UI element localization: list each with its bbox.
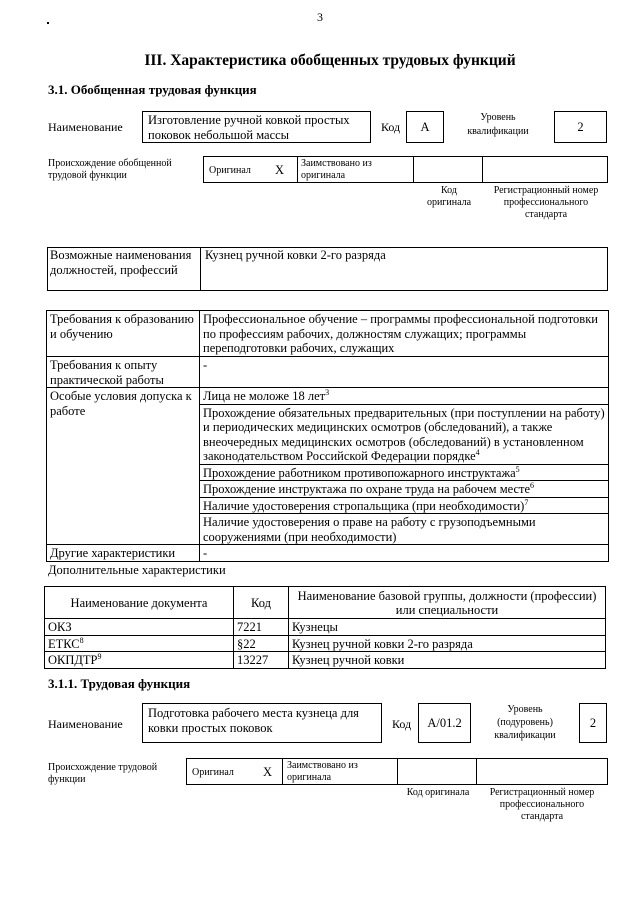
s31-code-label: Код [381,120,401,134]
s311-code-value: А/01.2 [418,703,471,743]
s31-origin-label: Происхождение обобщенной трудовой функции [48,158,172,181]
special-item: Прохождение инструктажа по охране труда на рабочем месте$^6$ [200,481,609,498]
table-row [45,619,606,636]
special-item: Лица не моложе 18 лет$^3$ [200,388,609,405]
s311-origin-label: Происхождение трудовой функции [48,762,158,785]
other-value: - [200,545,609,562]
s31-name-value: Изготовление ручной ковкой простых поковок небольшой массы [142,111,371,143]
special-item: Наличие удостоверения о праве на работу с грузоподъемными сооружениями (при необходимости) [200,514,609,545]
col-header-doc: Наименование документа [45,587,234,619]
s31-borrowed-label: Заимствовано из оригинала [301,158,372,181]
s31-reg-caption: Регистрационный номер профессионального стандарта [493,185,599,220]
s311-name-label: Наименование [48,717,123,731]
experience-label: Требования к опыту практической работы [47,357,200,388]
experience-value: - [200,357,609,388]
s31-original-mark: X [275,163,285,177]
positions-value: Кузнец ручной ковки 2-го разряда [205,248,386,262]
s31-name-label: Наименование [48,120,123,134]
scan-dot [47,22,49,24]
special-label: Особые условия допуска к работе [47,388,200,545]
page-number: 3 [317,10,323,24]
s311-level-label: Уровень (подуровень) квалификации [494,704,556,741]
table-row [45,652,606,669]
doc-cell: ЕТКС$^8$ [45,635,234,652]
s311-code-orig-caption: Код оригинала [406,787,470,798]
special-item: Наличие удостоверения стропальщика (при необходимости)$^7$ [200,497,609,514]
s311-name-value: Подготовка рабочего места кузнеца для ковки простых поковок [142,703,382,743]
requirements-table [46,310,609,562]
s311-level-value: 2 [579,703,607,743]
s31-original-label: Оригинал [209,165,251,176]
code-cell: 7221 [234,619,289,636]
education-label: Требования к образованию и обучению [47,311,200,357]
table-row [45,635,606,652]
s311-reg-caption: Регистрационный номер профессионального стандарта [489,787,595,822]
code-cell: 13227 [234,652,289,669]
s311-original-mark: X [263,765,273,779]
name-cell: Кузнец ручной ковки 2-го разряда [289,635,606,652]
col-header-name: Наименование базовой группы, должности (профессии) или специальности [289,587,606,619]
s31-code-orig-caption: Код оригинала [426,185,472,208]
s311-heading: 3.1.1. Трудовая функция [48,676,191,691]
s311-code-label: Код [392,717,412,731]
s311-original-label: Оригинал [192,767,234,778]
doc-cell: ОКЗ [45,619,234,636]
code-cell: §22 [234,635,289,652]
other-label: Другие характеристики [47,545,200,562]
s31-heading: 3.1. Обобщенная трудовая функция [48,82,257,97]
education-value: Профессиональное обучение – программы профессиональной подготовки по профессиям рабочих, должностям служащих; программы переподготовки рабочих, служащих [200,311,609,357]
doc-cell: ОКПДТР$^9$ [45,652,234,669]
s31-level-label: Уровень квалификации [467,112,529,137]
col-header-code: Код [234,587,289,619]
section-title: III. Характеристика обобщенных трудовых функций [144,52,516,69]
additional-heading: Дополнительные характеристики [48,563,226,577]
additional-table [44,586,606,669]
special-item: Прохождение работником противопожарного инструктажа$^5$ [200,464,609,481]
s31-code-value: А [406,111,444,143]
name-cell: Кузнецы [289,619,606,636]
special-item: Прохождение обязательных предварительных (при поступлении на работу) и периодических медицинских осмотров (обследований), а также внеочередных медицинских осмотров (обследований) в установленном законодательством Российской Федерации порядке$^4$ [200,404,609,464]
positions-label: Возможные наименования должностей, профессий [50,248,192,277]
name-cell: Кузнец ручной ковки [289,652,606,669]
s31-level-value: 2 [554,111,607,143]
s311-borrowed-label: Заимствовано из оригинала [287,760,358,783]
